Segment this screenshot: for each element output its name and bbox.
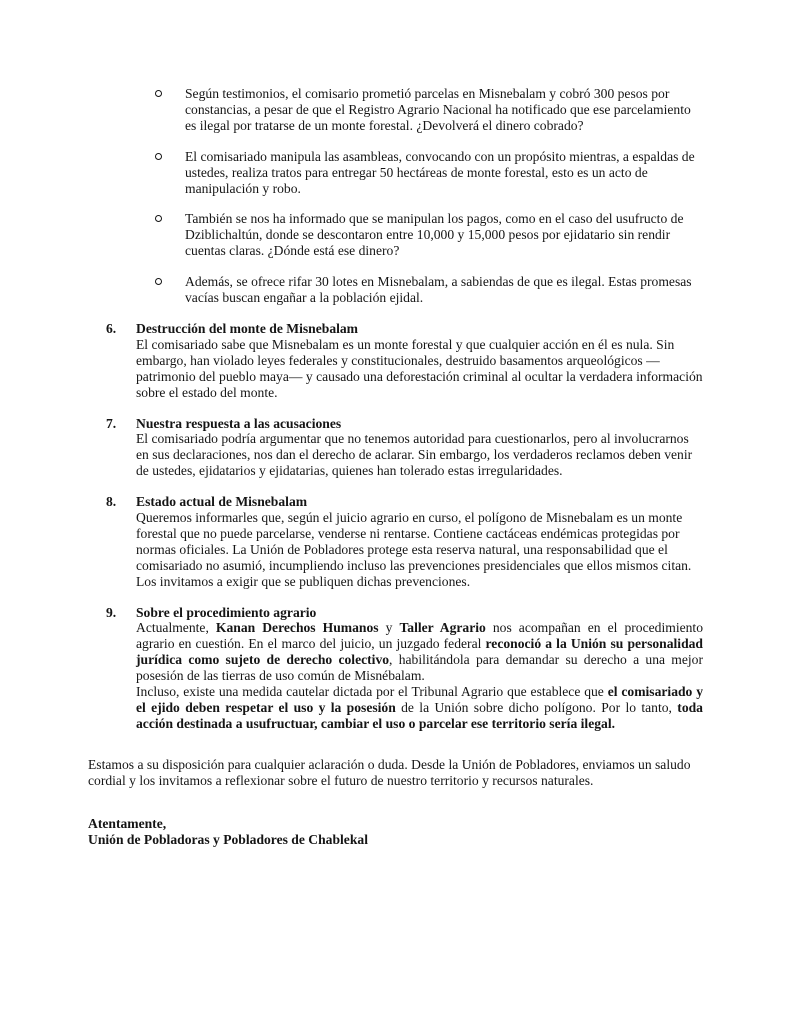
numbered-section [88,494,703,589]
bullet-text: Además, se ofrece rifar 30 lotes en Misnebalam, a sabiendas de que es ilegal. Estas promesas vacías buscan engañar a la población ejidal. [185,274,692,306]
text-run: nos acompañan en el procedimiento agrario en cuestión. En el marco del juicio, un juzgado federal [136,620,704,652]
bullet-list-item [88,211,703,259]
bold-text-run: toda acción destinada a usufructuar, cambiar el uso o parcelar ese territorio sería ilegal. [136,700,703,731]
text-run: Incluso, existe una medida cautelar dictada por el Tribunal Agrario que establece que [136,684,608,700]
bullet-text: El comisariado manipula las asambleas, convocando con un propósito mientras, a espaldas de ustedes, realiza tratos para entregar 50 hectáreas de monte forestal, esto es un acto de manipulación y robo. [185,148,695,196]
section-title: Sobre el procedimiento agrario [136,604,317,620]
bullet-marker-cell [155,86,185,134]
section-content [136,605,703,732]
bullet-marker-cell [155,211,185,259]
section-content [136,321,703,401]
text-run: de la Unión sobre dicho polígono. Por lo tanto, [395,700,678,715]
numbered-section [88,605,703,732]
circle-bullet-icon [155,215,162,222]
signature-block [88,816,703,848]
bold-text-run: el comisariado y el ejido deben respetar el uso y la posesión [136,684,703,715]
section-number: 6. [106,320,117,336]
bullet-marker-cell [155,149,185,197]
section-title: Destrucción del monte de Misnebalam [136,320,359,336]
section-content [136,416,703,480]
section-number: 8. [106,494,117,510]
bullet-marker-cell [155,274,185,306]
section-paragraph [136,620,703,684]
section-body [136,431,703,479]
bullet-list-item [88,149,703,197]
bullet-list-item [88,86,703,134]
text-run: El comisariado sabe que Misnebalam es un monte forestal y que cualquier acción en él es nula. Sin embargo, han violado leyes federales y constitucionales, destruido basamentos arqueológicos —patrimonio del pueblo maya— y causado una deforestación criminal al ocultar la verdadera información sobre el estado del monte. [136,336,703,400]
section-number: 9. [106,604,117,620]
section-content [136,494,703,589]
section-list [88,321,703,732]
section-body [136,337,703,401]
closing-paragraph: Estamos a su disposición para cualquier aclaración o duda. Desde la Unión de Pobladores, enviamos un saludo cordial y los invitamos a reflexionar sobre el futuro de nuestro territorio y recursos naturales. [88,756,691,788]
circle-bullet-icon [155,278,162,285]
section-body [136,620,703,731]
bold-text-run: Kanan Derechos Humanos [215,620,379,636]
text-run: Actualmente, [136,620,216,636]
bullet-list [88,86,703,306]
bullet-list-item [88,274,703,306]
numbered-section [88,416,703,480]
section-paragraph [136,510,703,590]
section-paragraph [136,337,703,401]
text-run: , habilitándola para demandar su derecho a una mejor posesión de las tierras de uso común de Misnébalam. [136,652,703,684]
numbered-section [88,321,703,401]
section-title: Nuestra respuesta a las acusaciones [136,415,342,431]
signature-salutation: Atentamente, [88,815,167,831]
bold-text-run: reconoció a la Unión su personalidad jurídica como sujeto de derecho colectivo [136,636,703,668]
text-run: y [378,620,400,636]
section-title: Estado actual de Misnebalam [136,494,308,510]
section-paragraph [136,684,703,732]
section-paragraph [136,431,703,479]
signature-organization: Unión de Pobladoras y Pobladores de Chablekal [88,831,368,847]
bullet-text: También se nos ha informado que se manipulan los pagos, como en el caso del usufructo de Dziblichaltún, donde se descontaron entre 10,000 y 15,000 pesos por ejidatario sin rendir cuentas claras. ¿Dónde está ese dinero? [185,211,684,259]
text-run: Queremos informarles que, según el juicio agrario en curso, el polígono de Misnebalam es un monte forestal que no puede parcelarse, venderse ni rentarse. Contiene cactáceas endémicas protegidas por normas oficiales. La Unión de Pobladores protege esta reserva natural, una responsabilidad que el comisariado no asumió, incumpliendo incluso las prevenciones presidenciales que ellos mismos citan. Los invitamos a exigir que se publiquen dichas prevenciones. [136,510,692,589]
bold-text-run: Taller Agrario [399,620,486,636]
circle-bullet-icon [155,90,162,97]
text-run: El comisariado podría argumentar que no tenemos autoridad para cuestionarlos, pero al involucrarnos en sus declaraciones, nos dan el derecho de aclarar. Sin embargo, los verdaderos reclamos deben venir de ustedes, ejidatarios y ejidatarias, quienes han tolerado estas irregularidades. [136,431,693,479]
circle-bullet-icon [155,153,162,160]
bullet-text: Según testimonios, el comisario prometió parcelas en Misnebalam y cobró 300 pesos por constancias, a pesar de que el Registro Agrario Nacional ha notificado que ese parcelamiento es ilegal por tratarse de un monte forestal. ¿Devolverá el dinero cobrado? [185,86,691,133]
section-body [136,510,703,590]
section-number: 7. [106,415,117,431]
